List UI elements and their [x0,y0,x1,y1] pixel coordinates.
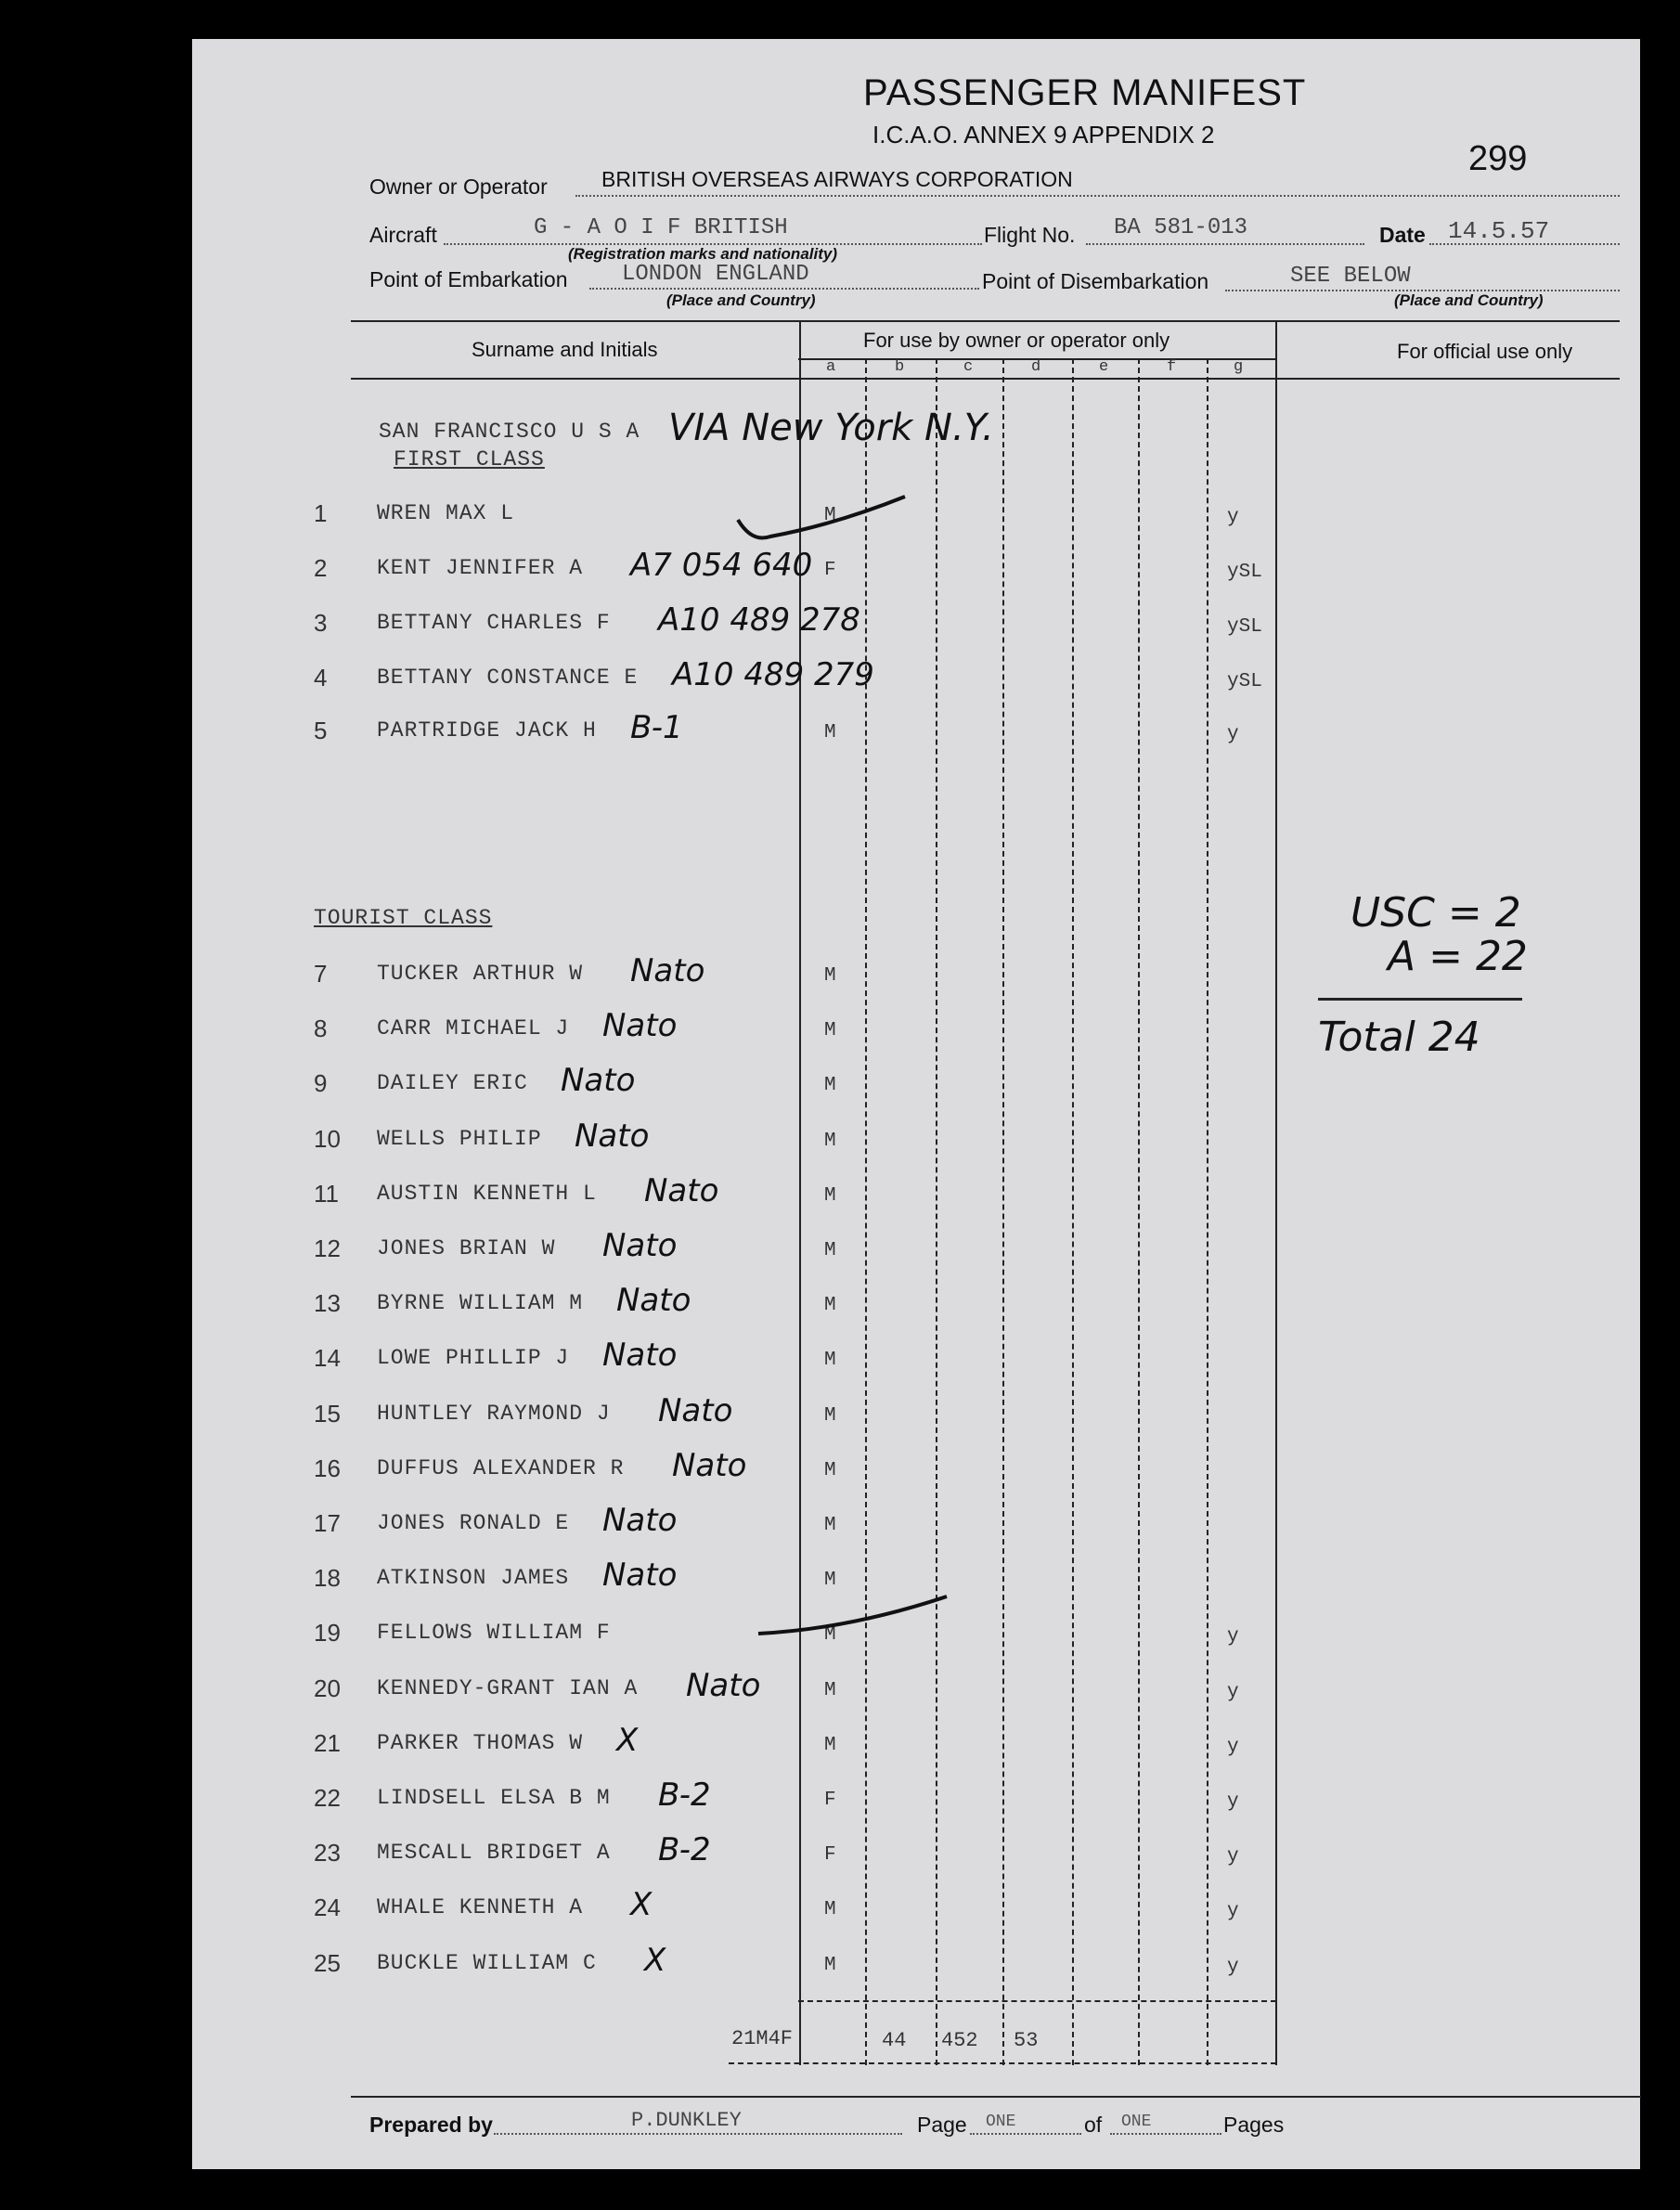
embarkation-label: Point of Embarkation [369,267,568,291]
row-number: 5 [314,717,328,744]
passenger-name: CARR MICHAEL J [377,1016,570,1040]
passenger-note: Nato [616,1282,691,1319]
passenger-name: JONES RONALD E [377,1511,570,1535]
aircraft-value: G - A O I F BRITISH [534,215,788,240]
passenger-note: Nato [602,1502,678,1539]
row-number: 14 [314,1344,341,1372]
column-g-mark: y [1227,507,1239,528]
column-g-mark: ySL [1227,671,1262,692]
total-a: 21M4F [731,2027,794,2050]
embarkation-value: LONDON ENGLAND [622,262,809,287]
passenger-name: KENNEDY-GRANT IAN A [377,1676,639,1700]
official-divider [1275,320,1277,2065]
row-number: 25 [314,1949,341,1977]
col-divider-d [1002,358,1004,2065]
passenger-name: LINDSELL ELSA B M [377,1786,611,1810]
class-first: FIRST CLASS [394,447,545,472]
passenger-note: B-2 [658,1777,711,1814]
passenger-note: Nato [672,1447,747,1484]
column-letter-c: c [963,358,974,376]
passenger-note: X [644,1942,666,1979]
col-divider-c [936,358,937,2065]
destination-handwritten: VIA New York N.Y. [668,407,994,449]
sex-mark: M [824,505,836,526]
row-number: 18 [314,1564,341,1592]
total-c: 452 [941,2029,978,2052]
column-letter-e: e [1099,358,1109,376]
passenger-note: Nato [630,952,705,989]
column-g-mark: y [1227,1682,1239,1703]
row-number: 7 [314,960,328,988]
passenger-note: A7 054 640 [630,547,813,584]
sex-mark: M [824,722,836,743]
owner-dotline [575,195,1620,197]
embarkation-note: (Place and Country) [666,291,816,309]
row-number: 2 [314,554,328,582]
header-surname: Surname and Initials [472,338,658,361]
col-divider-b [865,358,867,2065]
table-top-rule [351,320,1620,322]
sex-mark: M [824,1570,836,1591]
prepared-label: Prepared by [369,2113,493,2137]
column-g-mark: y [1227,1846,1239,1868]
sex-mark: F [824,1790,836,1811]
passenger-name: DAILEY ERIC [377,1071,528,1095]
col-divider-f [1138,358,1140,2065]
owner-value: BRITISH OVERSEAS AIRWAYS CORPORATION [601,167,1073,191]
sex-mark: M [824,1075,836,1096]
column-g-mark: ySL [1227,616,1262,638]
sex-mark: F [824,1844,836,1866]
row-number: 22 [314,1784,341,1812]
column-letter-f: f [1167,358,1177,376]
passenger-note: A10 489 279 [672,656,874,693]
page-number: 299 [1468,139,1528,178]
disembarkation-note: (Place and Country) [1394,291,1544,309]
of-value: ONE [1121,2113,1152,2131]
sex-mark: M [824,1515,836,1536]
passenger-name: LOWE PHILLIP J [377,1346,570,1370]
passenger-note: Nato [644,1172,719,1209]
date-value: 14.5.57 [1448,217,1550,245]
sex-mark: M [824,1131,836,1152]
passenger-name: MESCALL BRIDGET A [377,1841,611,1865]
aircraft-label: Aircraft [369,223,437,247]
prepared-value: P.DUNKLEY [631,2109,742,2132]
flight-label: Flight No. [984,223,1076,247]
column-g-mark: y [1227,1626,1239,1648]
sex-mark: M [824,1020,836,1041]
column-g-mark: ySL [1227,562,1262,583]
column-g-mark: y [1227,1791,1239,1813]
row-number: 4 [314,664,328,691]
sex-mark: M [824,1295,836,1316]
date-label: Date [1379,223,1426,247]
passenger-name: PARKER THOMAS W [377,1731,584,1755]
row-number: 20 [314,1674,341,1702]
page-value: ONE [986,2113,1016,2131]
passenger-note: Nato [602,1227,678,1264]
passenger-note: B-2 [658,1831,711,1868]
total-b: 44 [882,2029,907,2052]
passenger-note: Nato [658,1392,733,1429]
document-subtitle: I.C.A.O. ANNEX 9 APPENDIX 2 [872,121,1215,149]
passenger-name: WHALE KENNETH A [377,1895,584,1919]
column-g-mark: y [1227,1957,1239,1978]
row-number: 12 [314,1234,341,1262]
of-dotline [1110,2133,1221,2135]
sex-mark: M [824,1185,836,1207]
cut-line [756,1592,951,1638]
summary-rule [1318,998,1522,1001]
col-divider-e [1072,358,1074,2065]
passenger-name: AUSTIN KENNETH L [377,1182,597,1206]
passenger-note: B-1 [630,709,683,746]
pages-label: Pages [1223,2113,1285,2137]
column-g-mark: y [1227,1901,1239,1922]
flight-dotline [1086,243,1364,245]
sex-mark: M [824,1624,836,1646]
header-owner-use: For use by owner or operator only [863,329,1170,352]
destination-typed: SAN FRANCISCO U S A [379,420,640,444]
sex-mark: M [824,1899,836,1920]
row-number: 15 [314,1400,341,1428]
sex-mark: M [824,1350,836,1371]
sex-mark: M [824,965,836,987]
passenger-note: X [630,1886,653,1923]
sex-mark: F [824,560,836,581]
passenger-name: BETTANY CHARLES F [377,611,611,635]
row-number: 9 [314,1069,328,1097]
class-tourist: TOURIST CLASS [314,906,493,930]
passenger-note: Nato [602,1557,678,1594]
column-letter-a: a [826,358,836,376]
row-number: 13 [314,1289,341,1317]
of-label: of [1084,2113,1103,2137]
passenger-name: WREN MAX L [377,501,515,525]
passenger-note: X [616,1722,639,1759]
row-number: 8 [314,1015,328,1042]
passenger-name: FELLOWS WILLIAM F [377,1621,611,1645]
page-label: Page [917,2113,967,2137]
passenger-name: HUNTLEY RAYMOND J [377,1402,611,1426]
passenger-name: TUCKER ARTHUR W [377,962,584,986]
embarkation-dotline [589,288,979,290]
passenger-name: DUFFUS ALEXANDER R [377,1456,625,1480]
summary-usc: USC = 2 [1350,889,1521,937]
aircraft-note: (Registration marks and nationality) [568,245,837,263]
row-number: 1 [314,499,328,527]
passenger-name: JONES BRIAN W [377,1236,556,1260]
column-letter-g: g [1234,358,1244,376]
column-g-mark: y [1227,724,1239,745]
summary-total: Total 24 [1318,1014,1480,1061]
flight-value: BA 581-013 [1114,215,1248,240]
row-number: 23 [314,1839,341,1867]
row-number: 24 [314,1893,341,1921]
passenger-name: BYRNE WILLIAM M [377,1291,584,1315]
passenger-name: BETTANY CONSTANCE E [377,666,639,690]
sex-mark: M [824,1460,836,1481]
row-number: 19 [314,1619,341,1647]
totals-top-rule [798,2000,1276,2002]
passenger-note: Nato [561,1062,636,1099]
check-mark [733,492,910,557]
passenger-name: BUCKLE WILLIAM C [377,1951,597,1975]
sex-mark: M [824,1680,836,1701]
totals-bottom-rule [729,2062,1276,2064]
summary-a: A = 22 [1388,933,1528,980]
sex-mark: M [824,1735,836,1756]
total-d: 53 [1014,2029,1039,2052]
passenger-note: Nato [602,1007,678,1044]
passenger-name: KENT JENNIFER A [377,556,584,580]
page-dotline [970,2133,1081,2135]
column-letter-d: d [1031,358,1041,376]
row-number: 3 [314,609,328,637]
document-title: PASSENGER MANIFEST [863,72,1307,113]
passenger-name: PARTRIDGE JACK H [377,718,597,743]
passenger-note: A10 489 278 [658,601,860,639]
row-number: 17 [314,1509,341,1537]
sex-mark: M [824,1240,836,1261]
passenger-note: Nato [575,1118,650,1155]
passenger-note: Nato [686,1667,761,1704]
row-number: 16 [314,1454,341,1482]
col-divider-g [1207,358,1208,2065]
passenger-note: Nato [602,1337,678,1374]
column-letter-b: b [895,358,905,376]
passenger-name: ATKINSON JAMES [377,1566,570,1590]
header-official-use: For official use only [1397,340,1573,363]
prepared-dotline [494,2133,902,2135]
owner-label: Owner or Operator [369,174,548,199]
column-g-mark: y [1227,1737,1239,1758]
footer-rule [351,2096,1641,2098]
sex-mark: M [824,1405,836,1427]
disembarkation-value: SEE BELOW [1290,264,1411,289]
table-header-rule [351,378,1620,380]
row-number: 10 [314,1125,341,1153]
disembarkation-label: Point of Disembarkation [982,269,1209,293]
row-number: 21 [314,1729,341,1757]
passenger-name: WELLS PHILIP [377,1127,542,1151]
sex-mark: M [824,1955,836,1976]
row-number: 11 [314,1180,339,1208]
